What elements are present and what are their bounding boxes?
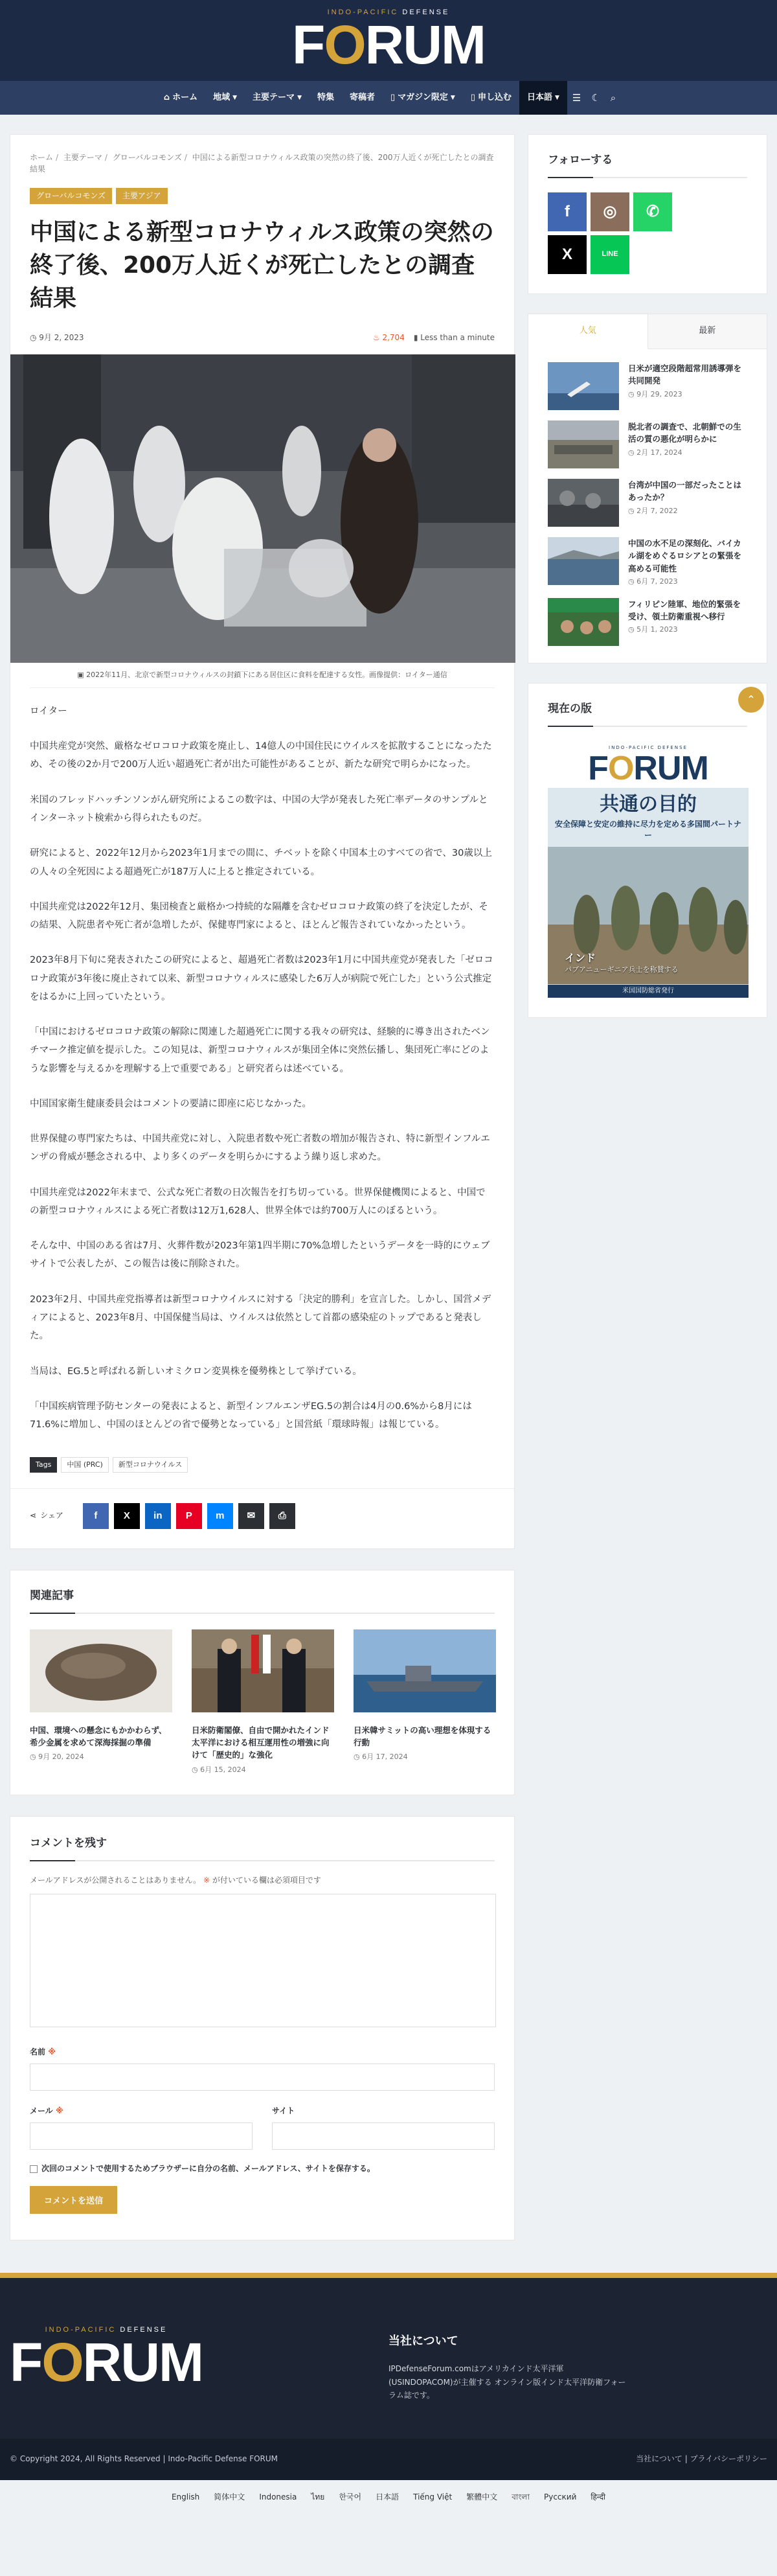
- related-item[interactable]: [30, 1629, 172, 1775]
- related-item-title: 中国、環境への懸念にもかかわらず、希少金属を求めて深海採掘の準備: [30, 1725, 167, 1747]
- category-badge[interactable]: 主要アジア: [116, 188, 168, 204]
- share-label: ⋖ シェア: [30, 1510, 63, 1522]
- home-icon: ⌂: [163, 92, 170, 102]
- breadcrumb-topics[interactable]: 主要テーマ: [63, 153, 102, 162]
- featured-photo: [10, 354, 515, 663]
- related-item-date: ◷ 9月 20, 2024: [30, 1753, 84, 1762]
- copyright-text: © Copyright 2024, All Rights Reserved | Indo-Pacific Defense FORUM: [10, 2454, 278, 2463]
- current-issue-widget: [528, 683, 767, 1018]
- nav-contributors[interactable]: 寄稿者: [350, 92, 376, 102]
- view-count: ♨ 2,704: [372, 333, 405, 343]
- hamburger-icon[interactable]: ☰: [572, 92, 581, 104]
- paragraph: 研究によると、2022年12月から2023年1月までの間に、チベットを除く中国本土のすべての省で、30歳以上の人々の全死因による超過死亡が187万人に上ると推定されている。: [30, 848, 492, 877]
- paragraph: ロイター: [30, 706, 67, 717]
- tab-latest[interactable]: 最新: [648, 314, 767, 349]
- chevron-down-icon: ▼: [297, 94, 302, 101]
- nav-language[interactable]: 日本語 ▼: [519, 81, 567, 115]
- article: [10, 134, 515, 1549]
- lang-link[interactable]: 한국어: [339, 2492, 362, 2502]
- nav-magazine[interactable]: ▯ マガジン限定 ▼: [383, 81, 463, 115]
- lang-link[interactable]: বাংলা: [512, 2492, 530, 2502]
- popular-widget: [528, 314, 767, 663]
- post-date: ◷ 9月 2, 2023: [30, 333, 84, 343]
- paragraph: 2023年8月下旬に発表されたこの研究によると、超過死亡者数は2023年1月に中国共産党が発表した「ゼロコロナ政策が3年後に廃止されて以来、新型コロナウィルスに感染した6万人が病院で死亡した」という公式推定をはるかに上回っていたという。: [30, 955, 493, 1002]
- popular-thumbnail: [548, 479, 619, 527]
- lang-link[interactable]: 日本語: [376, 2492, 400, 2502]
- subscribe-icon: ▯: [470, 92, 475, 102]
- email-label: メール ※: [30, 2106, 63, 2116]
- tab-popular[interactable]: 人気: [528, 314, 648, 349]
- site-header: [0, 0, 777, 81]
- breadcrumb-commons[interactable]: グローバルコモンズ: [112, 153, 182, 162]
- comment-note: メールアドレスが公開されることはありません。 ※ が付いている欄は必須項目です: [30, 1876, 321, 1885]
- print-button[interactable]: ⎙: [269, 1503, 295, 1529]
- related-thumbnail: [192, 1629, 334, 1712]
- tags-label: Tags: [30, 1457, 57, 1473]
- popular-item[interactable]: [548, 598, 747, 646]
- popular-item-title: 脱北者の調査で、北朝鮮での生活の質の悪化が明らかに: [628, 421, 741, 444]
- save-info-checkbox[interactable]: 次回のコメントで使用するためブラウザーに自分の名前、メールアドレス、サイトを保存する。: [30, 2163, 495, 2175]
- x-follow-button[interactable]: X: [548, 235, 587, 274]
- popular-item-date: ◷ 2月 17, 2024: [628, 448, 682, 457]
- popular-item-title: フィリピン陸軍、地位的緊張を受け、領土防衛重視へ移行: [628, 599, 741, 622]
- related-posts: [10, 1570, 515, 1795]
- paragraph: 世界保健の専門家たちは、中国共産党に対し、入院患者数や死亡者数の増加が報告され、特に新型インフルエンザの脅威が懸念される中、より多くのデータを明らかにするよう繰り返し求めた。: [30, 1134, 490, 1163]
- clock-icon: ◷: [30, 333, 39, 343]
- magazine-inset-text: インド パプアニューギニア兵士を称賛する: [565, 951, 679, 974]
- share-bar: [10, 1488, 514, 1548]
- follow-title: フォローする: [548, 152, 747, 178]
- paragraph: そんな中、中国のある省は7月、火葬件数が2023年第1四半期に70%急増したというデータを一時的にウェブサイトで公表したが、この報告は後に削除された。: [30, 1241, 490, 1270]
- lang-link[interactable]: Русский: [543, 2492, 577, 2502]
- share-icon: ⋖: [30, 1511, 37, 1521]
- popular-item-date: ◷ 2月 7, 2022: [628, 506, 678, 515]
- featured-image: [10, 354, 515, 663]
- search-icon[interactable]: ⌕: [610, 92, 616, 104]
- magazine-subhead: 安全保障と安定の維持に尽力を定める多国間パートナー: [554, 819, 741, 840]
- chevron-down-icon: ▼: [232, 94, 238, 101]
- site-footer: [0, 2273, 777, 2480]
- lang-link[interactable]: हिन्दी: [591, 2492, 606, 2502]
- camera-icon: ▣: [77, 671, 87, 680]
- nav-topics[interactable]: 主要テーマ ▼: [253, 92, 302, 102]
- popular-item[interactable]: [548, 420, 747, 468]
- popular-thumbnail: [548, 420, 619, 468]
- lang-link[interactable]: 简体中文: [214, 2492, 245, 2502]
- email-share-button[interactable]: ✉: [238, 1503, 264, 1529]
- magazine-footer: 米国国防総省発行: [548, 985, 749, 998]
- name-label: 名前 ※: [30, 2047, 56, 2056]
- paragraph: 中国国家衛生健康委員会はコメントの要請に即座に応じなかった。: [30, 1098, 311, 1109]
- breadcrumb-home[interactable]: ホーム: [30, 153, 54, 162]
- lang-link[interactable]: Tiếng Việt: [413, 2492, 453, 2502]
- nav-home[interactable]: ⌂ ホーム: [156, 81, 205, 115]
- popular-item-title: 台湾が中国の一部だったことはあったか？: [628, 479, 742, 503]
- breadcrumb-current: 中国による新型コロナウィルス政策の突然の終了後、200万人近くが死亡したとの調査結果: [30, 153, 494, 174]
- lang-link[interactable]: Indonesia: [259, 2492, 297, 2502]
- paragraph: 中国共産党は2022年12月、集団検査と厳格かつ持続的な隔離を含むゼロコロナ政策の終了を決定したが、その結果、入院患者や死亡者が急増したが、保健専門家によると、ほとんど報告されていなかったという。: [30, 901, 488, 931]
- popular-thumbnail: [548, 598, 619, 646]
- related-item-date: ◷ 6月 15, 2024: [192, 1765, 246, 1774]
- footer-about-title: 当社について: [388, 2334, 458, 2348]
- image-caption: ▣ 2022年11月、北京で新型コロナウィルスの封鎖下にある居住区に食料を配達する女性。画像提供：ロイター通信: [30, 663, 495, 688]
- tag-link[interactable]: 新型コロナウイルス: [113, 1457, 188, 1473]
- site-logo[interactable]: [292, 8, 485, 75]
- popular-item-title: 中国の水不足の深刻化、バイカル湖をめぐるロシアとの緊張を高める可能性: [628, 538, 742, 573]
- lang-link[interactable]: 繁體中文: [466, 2492, 498, 2502]
- related-item[interactable]: [192, 1629, 334, 1775]
- messenger-share-button[interactable]: m: [207, 1503, 233, 1529]
- read-time: ▮ Less than a minute: [413, 333, 495, 343]
- popular-item[interactable]: [548, 537, 747, 588]
- email-field[interactable]: [30, 2122, 253, 2150]
- logo-wordmark: FORUM: [292, 14, 485, 75]
- name-field[interactable]: [30, 2064, 495, 2091]
- breadcrumb: ホーム / 主要テーマ / グローバルコモンズ / 中国による新型コロナウィルス政策の突然の終了後、200万人近くが死亡したとの調査結果: [30, 153, 494, 174]
- related-item-title: 日米韓サミットの高い理想を体現する行動: [354, 1725, 491, 1747]
- magazine-headline: 共通の目的: [600, 792, 697, 816]
- popular-thumbnail: [548, 537, 619, 585]
- tag-link[interactable]: 中国 (PRC): [61, 1457, 109, 1473]
- chevron-down-icon: ▼: [450, 94, 455, 101]
- popular-item[interactable]: [548, 479, 747, 527]
- paragraph: 当局は、EG.5と呼ばれる新しいオミクロン変異株を優勢株として挙げている。: [30, 1366, 362, 1377]
- article-body: [10, 688, 514, 1457]
- comment-title: コメントを残す: [30, 1835, 495, 1861]
- nav-features[interactable]: 特集: [317, 92, 334, 102]
- related-item-date: ◷ 6月 17, 2024: [354, 1753, 408, 1762]
- website-field[interactable]: [272, 2122, 495, 2150]
- logo-tagline: INDO-PACIFIC DEFENSE: [327, 8, 450, 16]
- facebook-follow-button[interactable]: f: [548, 192, 587, 231]
- popular-thumbnail: [548, 362, 619, 410]
- comment-form: [10, 1816, 515, 2240]
- paragraph: 米国のフレッドハッチンソンがん研究所によるこの数字は、中国の大学が発表した死亡率データのサンプルとインターネット検索から得られたものだ。: [30, 794, 488, 823]
- related-thumbnail: [354, 1629, 496, 1712]
- book-icon: ▯: [390, 92, 396, 102]
- x-share-button[interactable]: X: [114, 1503, 140, 1529]
- nav-region[interactable]: 地域 ▼: [213, 92, 238, 102]
- pinterest-share-button[interactable]: P: [176, 1503, 202, 1529]
- facebook-share-button[interactable]: f: [83, 1503, 109, 1529]
- popular-item[interactable]: [548, 362, 747, 410]
- website-label: サイト: [272, 2106, 295, 2116]
- footer-about-text: IPDefenseForum.comはアメリカインド太平洋軍(USINDOPACOM)が主催する オンライン版インド太平洋防衛フォーラム誌です。: [388, 2364, 626, 2400]
- comment-textarea[interactable]: [30, 1894, 496, 2027]
- popular-item-date: ◷ 5月 1, 2023: [628, 625, 678, 634]
- submit-comment-button[interactable]: コメントを送信: [30, 2186, 117, 2214]
- chevron-down-icon: ▼: [554, 94, 559, 101]
- paragraph: 中国共産党は2022年末まで、公式な死亡者数の日次報告を打ち切っている。世界保健機関によると、中国での新型コロナウィルスによる死亡者数は12万1,628人、世界全体では約700万人にのぼるという。: [30, 1187, 486, 1216]
- paragraph: 「中国におけるゼロコロナ政策の解除に関連した超過死亡に関する我々の研究は、経験的に導き出されたベンチマーク推定値を提示した。この知見は、新型コロナウィルスが集団全体に突然伝播し、集団死亡率にどのような影響を与えるかを理解する上で重要である」と研究者らは述べている。: [30, 1027, 490, 1074]
- whatsapp-follow-button[interactable]: ✆: [633, 192, 672, 231]
- bookmark-icon: ▮: [413, 333, 421, 343]
- back-to-top-button[interactable]: [738, 687, 764, 713]
- paragraph: 中国共産党が突然、厳格なゼロコロナ政策を廃止し、14億人の中国住民にウイルスを拡散することになったため、その後の2か月で200万人近い超過死亡者が出た可能性があることが、新たな研究で明らかになった。: [30, 741, 492, 770]
- footer-logo[interactable]: INDO-PACIFIC DEFENSE FORUM: [10, 2326, 203, 2393]
- footer-links[interactable]: 当社について | プライバシーポリシー: [636, 2454, 767, 2463]
- footer-about: [388, 2278, 767, 2439]
- tag-list: [10, 1457, 514, 1488]
- checkbox[interactable]: [30, 2165, 38, 2173]
- magazine-masthead: INDO-PACIFIC DEFENSE FORUM: [548, 742, 749, 788]
- nav-subscribe[interactable]: ▯ 申し込む: [463, 81, 519, 115]
- popular-item-title: 日米が適空段階超常用誘導弾を共同開発: [628, 363, 742, 386]
- line-follow-button[interactable]: LINE: [591, 235, 629, 274]
- category-badge[interactable]: グローバルコモンズ: [30, 188, 112, 204]
- popular-item-date: ◷ 9月 29, 2023: [628, 389, 682, 398]
- lang-link[interactable]: ไทย: [311, 2492, 325, 2502]
- main-nav: [0, 81, 777, 115]
- related-title: 関連記事: [30, 1587, 495, 1614]
- chevron-up-icon: ⌃: [747, 693, 756, 706]
- instagram-follow-button[interactable]: ◎: [591, 192, 629, 231]
- popular-item-date: ◷ 6月 7, 2023: [628, 577, 678, 586]
- related-item[interactable]: [354, 1629, 496, 1775]
- copyright-bar: [0, 2439, 777, 2480]
- paragraph: 2023年2月、中国共産党指導者は新型コロナウイルスに対する「決定的勝利」を宣言した。しかし、国営メディアによると、2023年8月、中国保健当局は、ウイルスは依然として首都の感染症のトップであると発表した。: [30, 1294, 491, 1342]
- follow-widget: [528, 134, 767, 294]
- magazine-cover[interactable]: [548, 742, 749, 998]
- related-item-title: 日米防衛閣僚、自由で開かれたインド太平洋における相互運用性の増強に向けて「歴史的」な強化: [192, 1725, 330, 1760]
- lang-link[interactable]: English: [171, 2492, 200, 2502]
- issue-title: 現在の版: [548, 700, 747, 727]
- paragraph: 「中国疾病管理予防センターの発表によると、新型インフルエンザEG.5の割合は4月の0.6%から8月には71.6%に増加し、中国のほとんどの省で優勢となっている」と国営紙「環球時報」は報じている。: [30, 1401, 472, 1431]
- fire-icon: ♨: [372, 333, 383, 343]
- page-title: 中国による新型コロナウィルス政策の突然の終了後、200万人近くが死亡したとの調査結果: [30, 218, 494, 312]
- related-thumbnail: [30, 1629, 172, 1712]
- moon-icon[interactable]: ☾: [591, 92, 600, 104]
- linkedin-share-button[interactable]: in: [145, 1503, 171, 1529]
- language-switcher: [0, 2480, 777, 2516]
